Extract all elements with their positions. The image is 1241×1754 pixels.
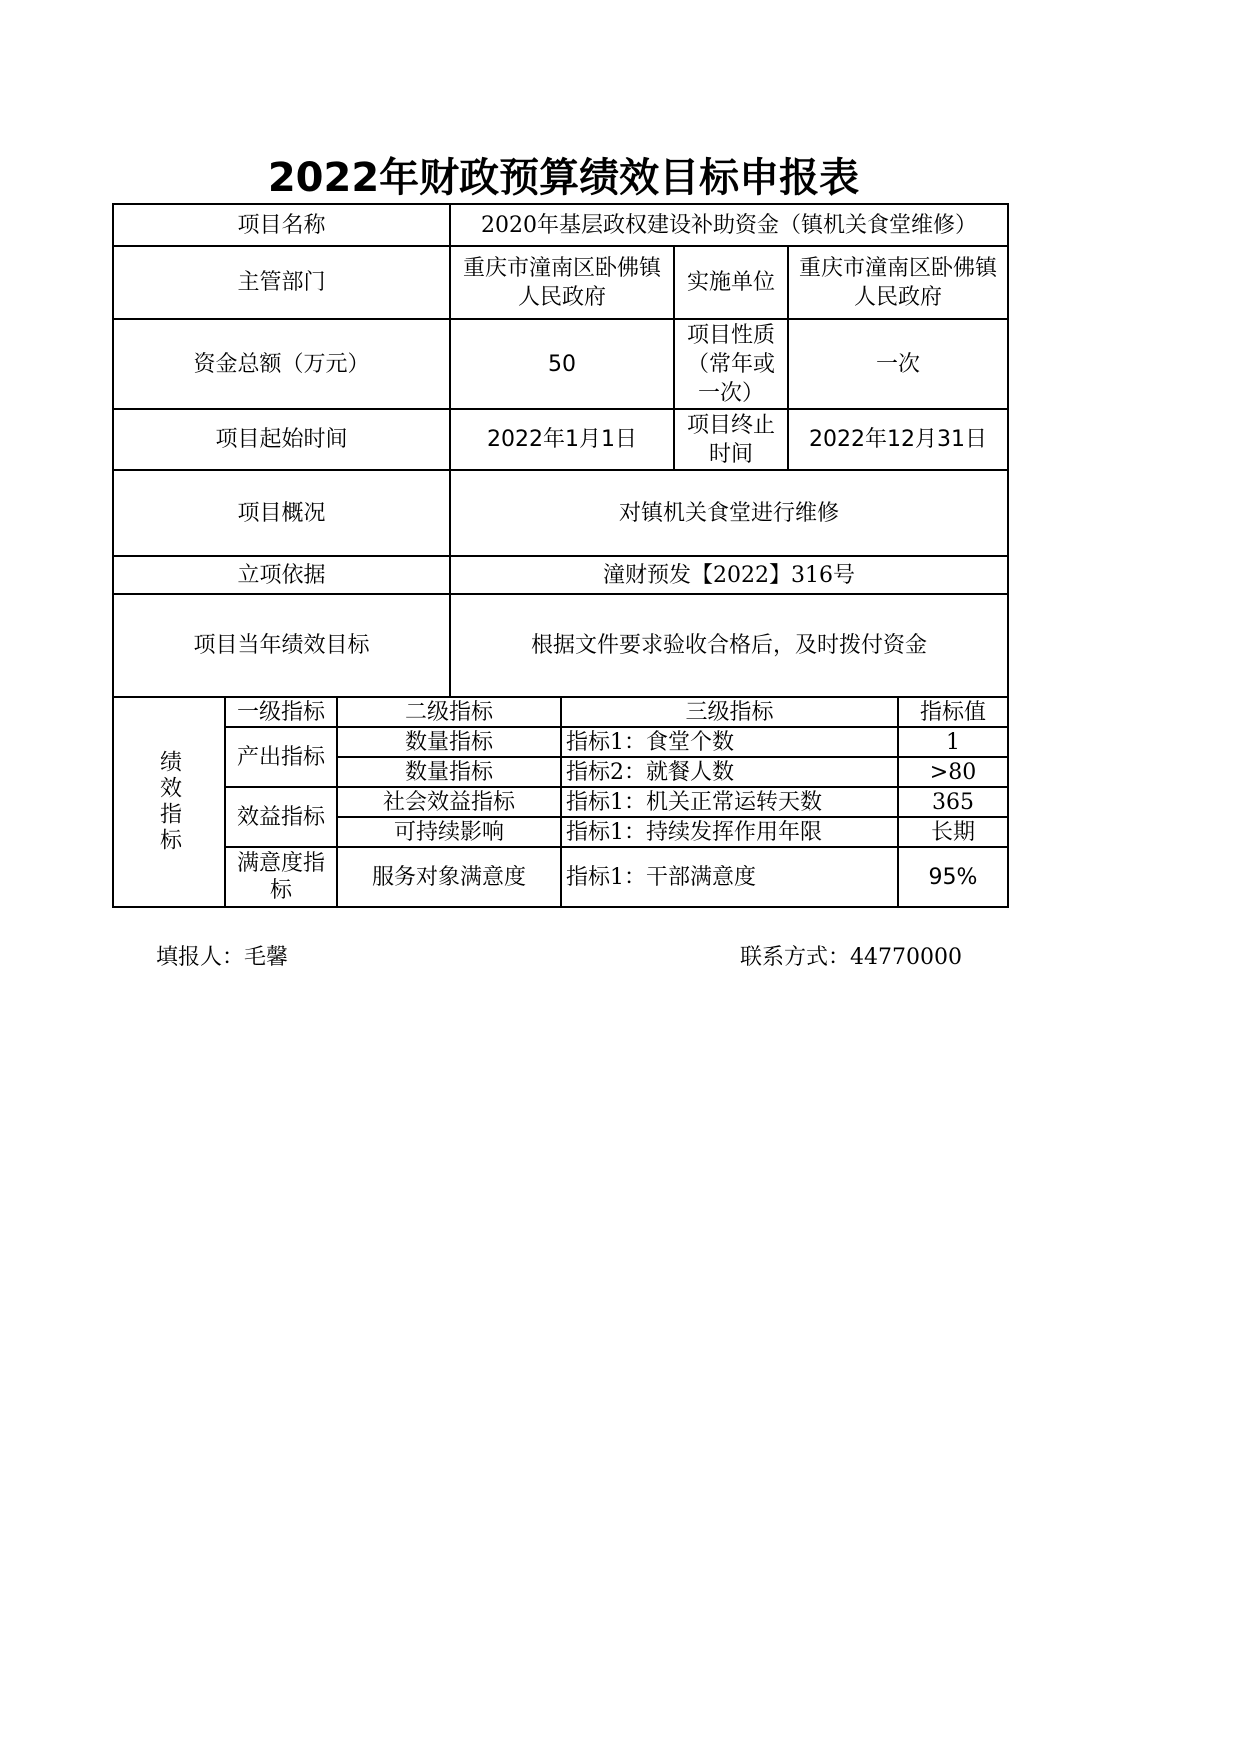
perf-l3: 指标1：机关正常运转天数 bbox=[561, 787, 898, 817]
project-name-value: 2020年基层政权建设补助资金（镇机关食堂维修） bbox=[450, 204, 1008, 246]
perf-l3: 指标2：就餐人数 bbox=[561, 757, 898, 787]
header-l1: 一级指标 bbox=[225, 697, 337, 727]
start-value: 2022年1月1日 bbox=[450, 409, 674, 470]
header-l3: 三级指标 bbox=[561, 697, 898, 727]
end-value: 2022年12月31日 bbox=[788, 409, 1008, 470]
table-row bbox=[113, 470, 1008, 556]
perf-value: >80 bbox=[898, 757, 1008, 787]
impl-value: 重庆市潼南区卧佛镇人民政府 bbox=[788, 246, 1008, 319]
table-row bbox=[113, 204, 1008, 246]
perf-value: 1 bbox=[898, 727, 1008, 757]
end-label: 项目终止时间 bbox=[674, 409, 788, 470]
perf-l2: 社会效益指标 bbox=[337, 787, 561, 817]
goal-value: 根据文件要求验收合格后，及时拨付资金 bbox=[450, 594, 1008, 697]
project-info-table bbox=[112, 203, 1009, 698]
perf-l2: 可持续影响 bbox=[337, 817, 561, 847]
perf-side-label: 绩效指标 bbox=[113, 697, 225, 907]
project-name-label: 项目名称 bbox=[113, 204, 450, 246]
perf-l1-satisfaction: 满意度指标 bbox=[225, 847, 337, 907]
perf-l2: 服务对象满意度 bbox=[337, 847, 561, 907]
performance-indicator-table bbox=[112, 696, 1009, 908]
perf-value: 95% bbox=[898, 847, 1008, 907]
overview-label: 项目概况 bbox=[113, 470, 450, 556]
nature-value: 一次 bbox=[788, 319, 1008, 409]
header-value: 指标值 bbox=[898, 697, 1008, 727]
basis-label: 立项依据 bbox=[113, 556, 450, 594]
dept-value: 重庆市潼南区卧佛镇人民政府 bbox=[450, 246, 674, 319]
perf-value: 365 bbox=[898, 787, 1008, 817]
table-row bbox=[113, 787, 1008, 817]
header-l2: 二级指标 bbox=[337, 697, 561, 727]
perf-l1-output: 产出指标 bbox=[225, 727, 337, 787]
table-row bbox=[113, 847, 1008, 907]
perf-l3: 指标1：干部满意度 bbox=[561, 847, 898, 907]
table-row bbox=[113, 319, 1008, 409]
table-row bbox=[113, 556, 1008, 594]
page-title: 2022年财政预算绩效目标申报表 bbox=[267, 155, 860, 201]
overview-value: 对镇机关食堂进行维修 bbox=[450, 470, 1008, 556]
amount-label: 资金总额（万元） bbox=[113, 319, 450, 409]
table-row bbox=[113, 409, 1008, 470]
basis-value: 潼财预发【2022】316号 bbox=[450, 556, 1008, 594]
nature-label: 项目性质（常年或一次） bbox=[674, 319, 788, 409]
dept-label: 主管部门 bbox=[113, 246, 450, 319]
start-label: 项目起始时间 bbox=[113, 409, 450, 470]
perf-l3: 指标1：食堂个数 bbox=[561, 727, 898, 757]
perf-l1-benefit: 效益指标 bbox=[225, 787, 337, 847]
perf-l2: 数量指标 bbox=[337, 727, 561, 757]
table-row bbox=[113, 594, 1008, 697]
perf-value: 长期 bbox=[898, 817, 1008, 847]
table-row bbox=[113, 246, 1008, 319]
goal-label: 项目当年绩效目标 bbox=[113, 594, 450, 697]
perf-l3: 指标1：持续发挥作用年限 bbox=[561, 817, 898, 847]
table-row bbox=[113, 727, 1008, 757]
perf-l2: 数量指标 bbox=[337, 757, 561, 787]
contact: 联系方式：44770000 bbox=[740, 945, 962, 970]
impl-label: 实施单位 bbox=[674, 246, 788, 319]
table-row bbox=[113, 697, 1008, 727]
reporter: 填报人：毛馨 bbox=[156, 945, 289, 970]
amount-value: 50 bbox=[450, 319, 674, 409]
